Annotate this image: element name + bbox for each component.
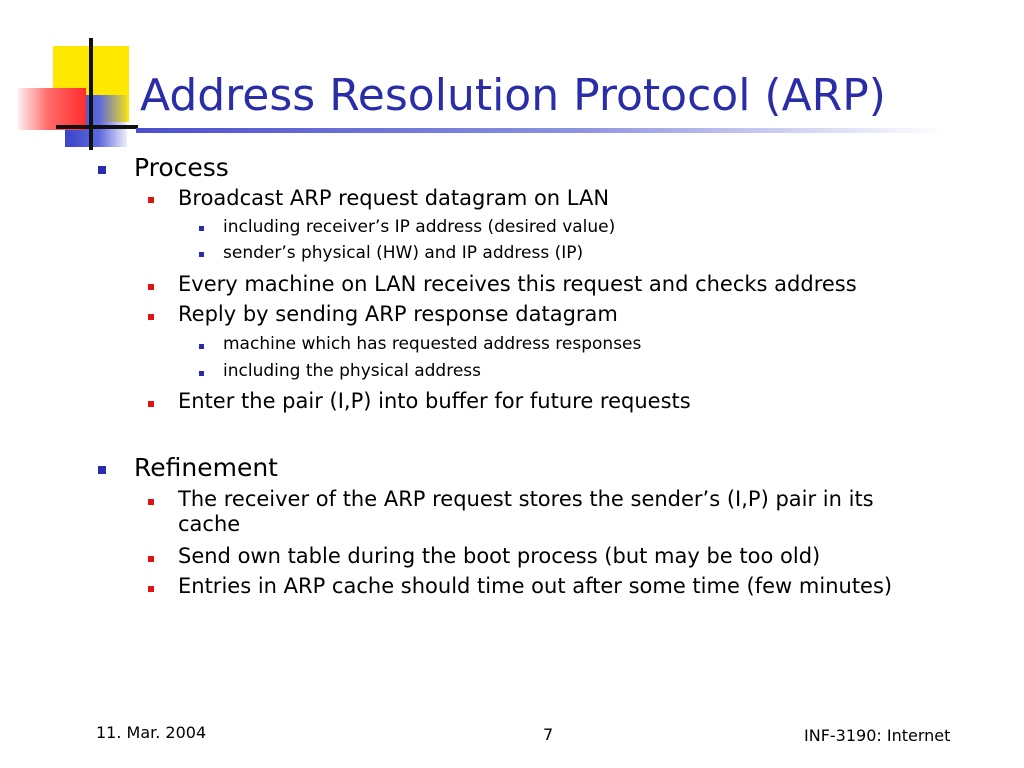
bullet-l2-icon [148,401,154,407]
bullet-l2-icon [148,499,154,505]
list-subitem: machine which has requested address responses [223,334,642,354]
list-item: Enter the pair (I,P) into buffer for future requests [178,389,691,413]
bullet-l3-icon [199,226,204,231]
bullet-l2-icon [148,314,154,320]
list-subitem: including receiver’s IP address (desired value) [223,217,616,237]
list-subitem: sender’s physical (HW) and IP address (IP) [223,243,584,263]
bullet-l2-icon [148,586,154,592]
section-heading-refinement: Refinement [134,453,278,482]
list-item: Entries in ARP cache should time out after some time (few minutes) [178,574,893,598]
list-item: Broadcast ARP request datagram on LAN [178,186,610,210]
list-item: Reply by sending ARP response datagram [178,302,618,326]
list-item: Every machine on LAN receives this request and checks address [178,272,857,296]
bullet-l3-icon [199,371,204,376]
bullet-l1-icon [98,466,106,474]
bullet-l1-icon [98,166,106,174]
bullet-l2-icon [148,284,154,290]
bullet-l3-icon [199,344,204,349]
section-heading-process: Process [134,153,229,182]
footer-date: 11. Mar. 2004 [96,723,207,742]
list-item-continuation: cache [178,512,241,536]
footer-page-number: 7 [543,725,554,744]
bullet-l2-icon [148,197,154,203]
slide-title: Address Resolution Protocol (ARP) [140,70,886,121]
list-subitem: including the physical address [223,361,482,381]
bullet-l2-icon [148,556,154,562]
list-item: Send own table during the boot process (but may be too old) [178,544,821,568]
list-item: The receiver of the ARP request stores the sender’s (I,P) pair in its [178,487,874,511]
footer-course: INF-3190: Internet [804,726,951,745]
bullet-l3-icon [199,252,204,257]
